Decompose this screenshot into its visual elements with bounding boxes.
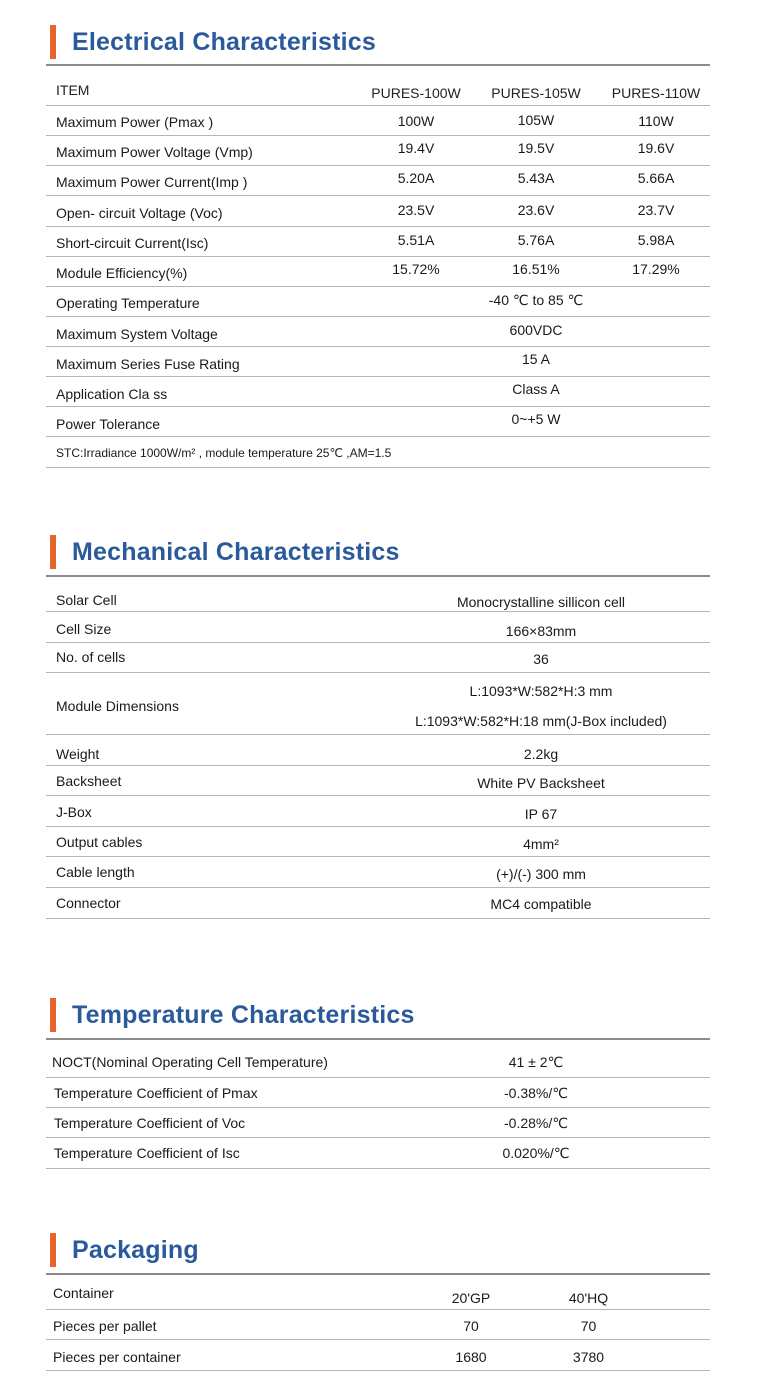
title-accent-bar: [50, 1233, 56, 1267]
row-value: -0.28%/℃: [504, 1115, 568, 1131]
row-value: 41 ± 2℃: [508, 1054, 564, 1070]
row-label: Short-circuit Current(Isc): [56, 235, 209, 251]
row-label: Module Dimensions: [56, 698, 179, 714]
value-105w: 19.5V: [517, 140, 555, 156]
row-label: Temperature Coefficient of Pmax: [54, 1085, 258, 1101]
table-row: [46, 1340, 710, 1371]
table-row: [46, 1138, 710, 1169]
value-110w: 17.29%: [632, 261, 680, 277]
container-40hq-header: 40'HQ: [568, 1290, 609, 1306]
row-label: Solar Cell: [56, 592, 117, 608]
value-105w: 16.51%: [512, 261, 560, 277]
table-row: [46, 577, 710, 612]
electrical-section-title: [50, 22, 376, 62]
table-row: [46, 1108, 710, 1138]
table-row: [46, 196, 710, 227]
table-row: [46, 796, 710, 827]
table-row: [46, 1310, 710, 1340]
row-label: Temperature Coefficient of Voc: [54, 1115, 246, 1131]
mechanical-section-title: [50, 532, 400, 572]
table-row: [46, 735, 710, 766]
row-label: J-Box: [56, 804, 92, 820]
row-value: 166×83mm: [505, 623, 577, 639]
row-value: 0~+5 W: [511, 411, 561, 427]
value-105w: 5.43A: [517, 170, 555, 186]
row-value-secondary: L:1093*W:582*H:18 mm(J-Box included): [415, 713, 667, 729]
row-label: Module Efficiency(%): [56, 265, 188, 281]
table-row: [46, 643, 710, 673]
title-accent-bar: [50, 25, 56, 59]
row-value: 2.2kg: [523, 746, 559, 762]
value-105w: 23.6V: [517, 202, 555, 218]
value-40hq: 3780: [572, 1349, 605, 1365]
table-row: [46, 287, 710, 317]
packaging-section-title: [50, 1230, 199, 1270]
row-label: Maximum Power Voltage (Vmp): [56, 144, 253, 160]
section-heading: Electrical Characteristics: [72, 27, 376, 56]
table-row: [46, 612, 710, 643]
title-accent-bar: [50, 998, 56, 1032]
row-label: No. of cells: [56, 649, 126, 665]
container-header: Container: [53, 1285, 114, 1301]
row-label: Maximum Power Current(Imp ): [56, 174, 248, 190]
row-value: IP 67: [524, 806, 558, 822]
table-row: [46, 227, 710, 257]
row-label: Maximum Power (Pmax ): [56, 114, 214, 130]
value-20gp: 70: [463, 1318, 479, 1334]
value-110w: 19.6V: [637, 140, 675, 156]
table-row: [46, 857, 710, 888]
item-header: ITEM: [56, 82, 90, 98]
value-110w: 110W: [638, 113, 674, 129]
value-110w: 23.7V: [637, 202, 675, 218]
row-label: Cell Size: [56, 621, 112, 637]
table-row: [46, 407, 710, 437]
row-label: Temperature Coefficient of Isc: [54, 1145, 240, 1161]
table-row: [46, 827, 710, 857]
table-row: [46, 888, 710, 919]
row-value: -40 ℃ to 85 ℃: [488, 292, 584, 308]
row-value: 36: [533, 651, 549, 667]
row-label: Output cables: [56, 834, 143, 850]
table-row: [46, 377, 710, 407]
container-20gp-header: 20'GP: [451, 1290, 491, 1306]
row-label: Connector: [56, 895, 121, 911]
row-label: Operating Temperature: [56, 295, 200, 311]
model-header-110w: PURES-110W: [611, 85, 701, 101]
table-row: [46, 347, 710, 377]
table-row: [46, 257, 710, 287]
row-label: Application Cla ss: [56, 386, 168, 402]
row-label: Weight: [56, 746, 100, 762]
value-20gp: 1680: [455, 1349, 487, 1365]
row-label: Backsheet: [56, 773, 122, 789]
row-value: 600VDC: [509, 322, 563, 338]
row-value: 4mm²: [523, 836, 559, 852]
table-row: [46, 166, 710, 196]
section-heading: Temperature Characteristics: [72, 1000, 415, 1029]
row-label: Pieces per pallet: [53, 1318, 157, 1334]
value-105w: 5.76A: [517, 232, 555, 248]
row-label: Cable length: [56, 864, 135, 880]
row-label: Maximum Series Fuse Rating: [56, 356, 240, 372]
table-row: [46, 1078, 710, 1108]
row-label: Maximum System Voltage: [56, 326, 218, 342]
row-label: Pieces per container: [53, 1349, 181, 1365]
table-header-row: [46, 1275, 710, 1310]
table-row: [46, 1040, 710, 1078]
row-value: MC4 compatible: [490, 896, 592, 912]
table-row: [46, 673, 710, 735]
stc-note: STC:Irradiance 1000W/m² , module temperature 25℃ ,AM=1.5: [56, 446, 392, 460]
row-value: Class A: [512, 381, 560, 397]
value-100w: 19.4V: [397, 140, 435, 156]
row-label: Power Tolerance: [56, 416, 161, 432]
value-110w: 5.66A: [637, 170, 675, 186]
row-value: -0.38%/℃: [504, 1085, 568, 1101]
row-value: White PV Backsheet: [477, 775, 605, 791]
value-105w: 105W: [517, 112, 555, 128]
row-label: Open- circuit Voltage (Voc): [56, 205, 223, 221]
row-value: 0.020%/℃: [502, 1145, 570, 1161]
model-header-105w: PURES-105W: [491, 85, 581, 101]
value-100w: 23.5V: [397, 202, 435, 218]
value-110w: 5.98A: [637, 232, 675, 248]
row-value: Monocrystalline sillicon cell: [456, 594, 626, 610]
table-row: [46, 317, 710, 347]
temperature-section-title: [50, 995, 415, 1035]
title-accent-bar: [50, 535, 56, 569]
row-value: (+)/(-) 300 mm: [496, 866, 586, 882]
model-header-100w: PURES-100W: [371, 85, 461, 101]
section-heading: Mechanical Characteristics: [72, 537, 400, 566]
section-heading: Packaging: [72, 1235, 199, 1264]
value-40hq: 70: [580, 1318, 597, 1334]
value-100w: 100W: [397, 113, 435, 129]
table-header-row: [46, 66, 710, 106]
table-row: [46, 766, 710, 796]
value-100w: 15.72%: [392, 261, 440, 277]
row-label: NOCT(Nominal Operating Cell Temperature): [52, 1054, 328, 1070]
table-row: [46, 136, 710, 166]
stc-note-row: [46, 437, 710, 468]
value-100w: 5.20A: [397, 170, 435, 186]
value-100w: 5.51A: [397, 232, 435, 248]
row-value: L:1093*W:582*H:3 mm: [469, 683, 613, 699]
row-value: 15 A: [521, 351, 551, 367]
table-row: [46, 106, 710, 136]
